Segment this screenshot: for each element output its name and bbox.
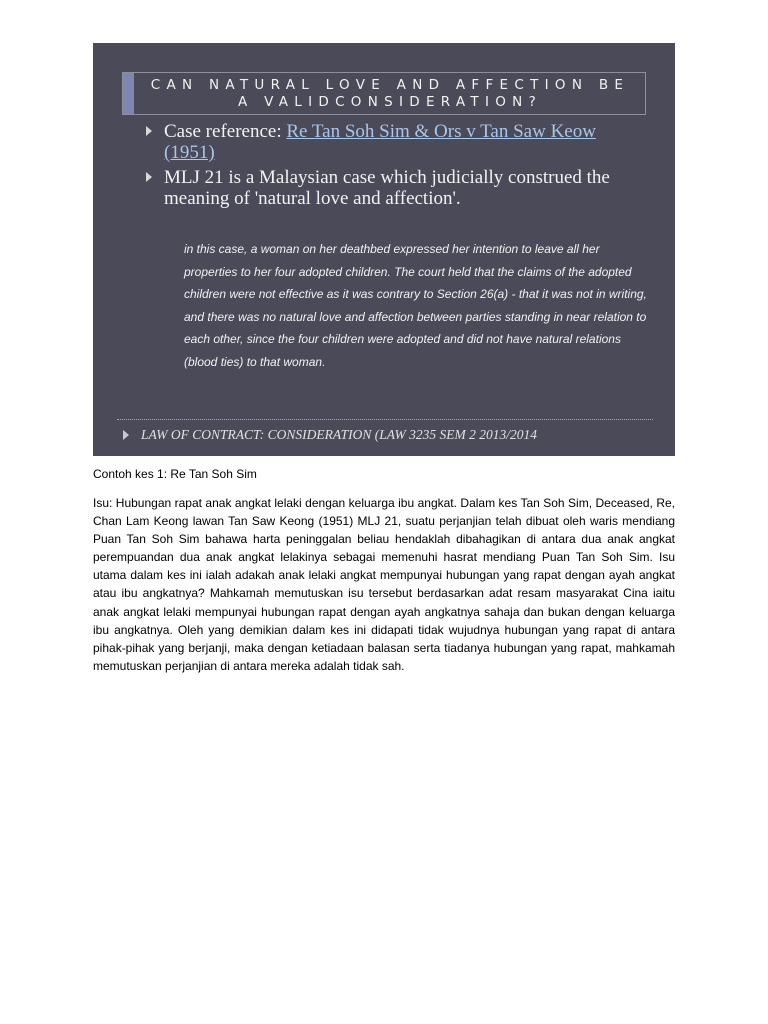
body-paragraph: Isu: Hubungan rapat anak angkat lelaki dengan keluarga ibu angkat. Dalam kes Tan Soh Sim, Deceased, Re, Chan Lam Keong lawan Tan Saw Keong (1951) MLJ 21, suatu perjanjian telah dibuat oleh waris mendiang Puan Tan Soh Sim bahawa harta peninggalan beliau hendaklah dibahagikan di antara dua anak angkat perempuandan dua anak angkat lelakinya sebagai memenuhi hasrat mendiang Puan Tan Soh Sim. Isu utama dalam kes ini ialah adakah anak lelaki angkat mempunyai hubungan yang rapat dengan ayah angkat atau ibu angkatnya? Mahkamah memutuskan isu tersebut berdasarkan adat resam masyarakat Cina iaitu anak angkat lelaki mempunyai hubungan rapat dengan ayah angkatnya sahaja dan bukan dengan keluarga ibu angkatnya. Oleh yang demikian dalam kes ini didapati tidak wujudnya hubungan yang rapat di antara pihak-pihak yang berjanji, maka dengan ketiadaan balasan serta tiadanya hubungan yang rapat, mahkamah memutuskan perjanjian di antara mereka adalah tidak sah. [93, 496, 675, 673]
slide-image [93, 43, 675, 456]
caption: Contoh kes 1: Re Tan Soh Sim [93, 467, 257, 481]
slide-title-box [122, 72, 646, 115]
bullet-mlj [144, 167, 644, 209]
footer-divider [117, 419, 653, 420]
bullet-arrow-icon [146, 172, 152, 182]
slide-title: CAN NATURAL LOVE AND AFFECTION BE A VALIDCONSIDERATION? [150, 77, 630, 110]
title-accent-bar [123, 73, 134, 114]
slide-footer [121, 426, 675, 444]
case-reference-label: Case reference: [164, 121, 287, 142]
slide-bullets [144, 121, 644, 213]
case-reference-link[interactable]: Re Tan Soh Sim & Ors v Tan Saw Keow (1951) [164, 121, 596, 163]
footer-arrow-icon [123, 430, 129, 440]
bullet-arrow-icon [146, 126, 152, 136]
bullet-case-reference [144, 121, 644, 163]
mlj-text: MLJ 21 is a Malaysian case which judicially construed the meaning of 'natural love and affection'. [164, 167, 610, 209]
case-description: in this case, a woman on her deathbed expressed her intention to leave all her properties to her four adopted children. The court held that the claims of the adopted children were not effective as it was contrary to Section 26(a) - that it was not in writing, and there was no natural love and affection between parties standing in near relation to each other, since the four children were adopted and did not have natural relations (blood ties) to that woman. [184, 242, 647, 369]
footer-text: LAW OF CONTRACT: CONSIDERATION (LAW 3235 SEM 2 2013/2014 [141, 427, 538, 442]
